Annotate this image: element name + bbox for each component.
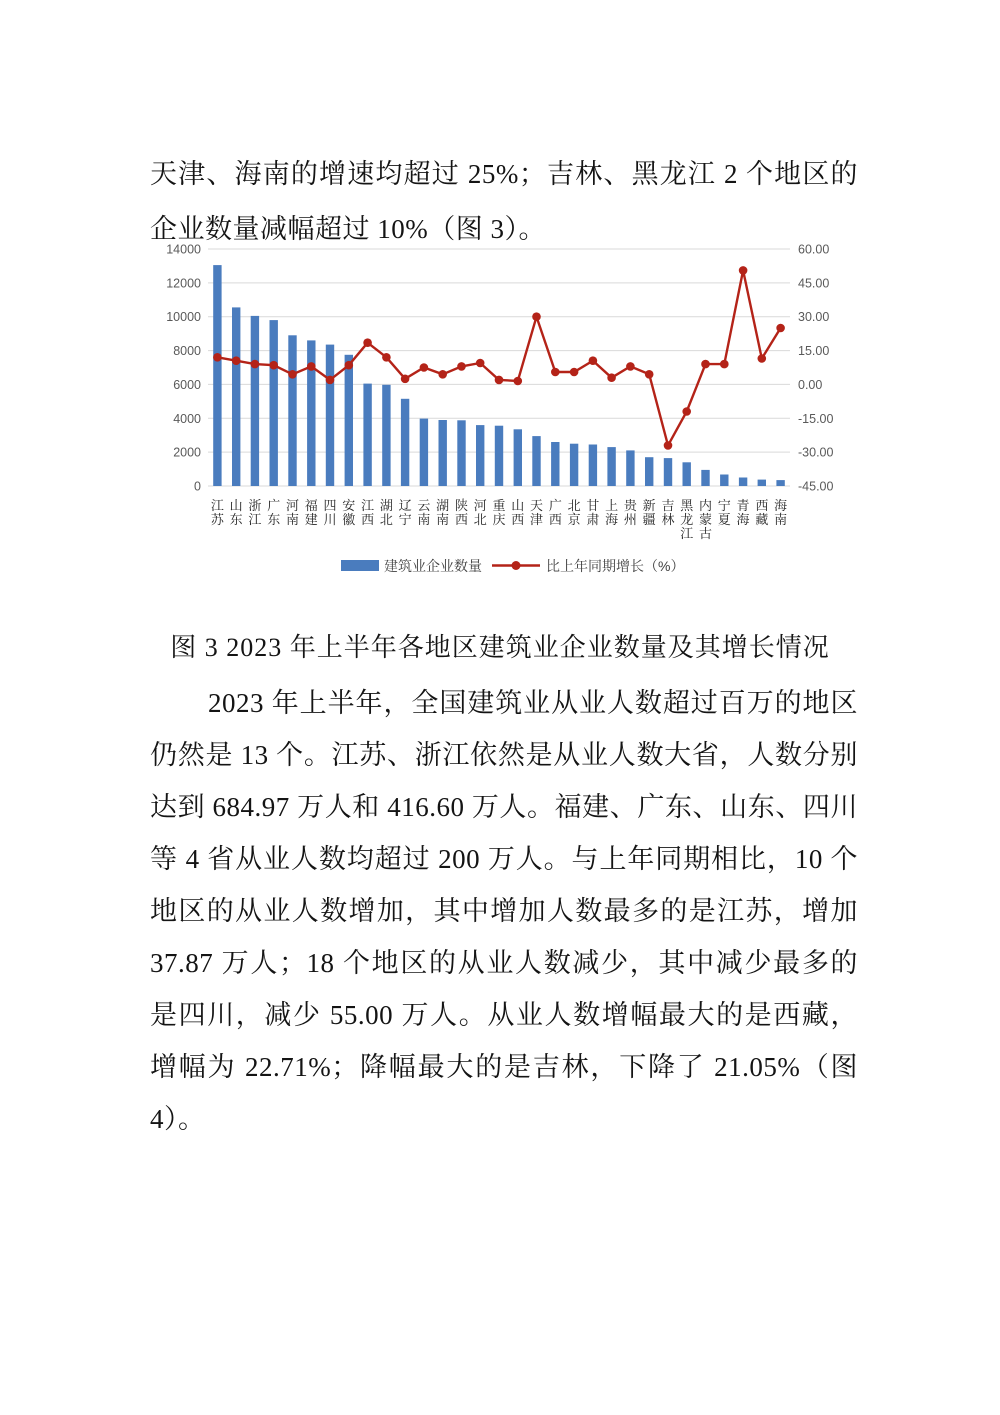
growth-point-黑龙江 xyxy=(682,407,691,416)
growth-point-安徽 xyxy=(345,361,354,370)
growth-point-宁夏 xyxy=(720,360,729,369)
x-tick-label: 北京 xyxy=(567,498,581,527)
y2-tick-label: 30.00 xyxy=(798,310,830,325)
x-tick-label: 山东 xyxy=(229,498,243,527)
bar-黑龙江 xyxy=(683,462,691,486)
growth-point-重庆 xyxy=(495,376,504,385)
growth-point-青海 xyxy=(739,266,748,275)
x-tick-label: 河南 xyxy=(285,498,299,527)
legend-line-label: 比上年同期增长（%） xyxy=(546,558,685,574)
bar-山东 xyxy=(232,307,240,486)
growth-point-广东 xyxy=(269,361,278,370)
figure-3-caption: 图 3 2023 年上半年各地区建筑业企业数量及其增长情况 xyxy=(170,633,830,662)
legend-line-marker xyxy=(512,561,521,570)
y2-tick-label: 45.00 xyxy=(798,276,830,291)
growth-point-吉林 xyxy=(664,441,673,450)
bar-江苏 xyxy=(213,265,221,486)
bar-四川 xyxy=(326,345,334,486)
x-tick-label: 湖北 xyxy=(379,498,393,527)
growth-point-湖北 xyxy=(382,353,391,362)
bar-上海 xyxy=(607,447,615,486)
x-tick-label: 新疆 xyxy=(642,498,656,527)
bar-新疆 xyxy=(645,457,653,486)
y2-tick-label: 15.00 xyxy=(798,344,830,359)
y1-tick-label: 12000 xyxy=(166,276,201,291)
x-tick-label: 浙江 xyxy=(248,498,262,527)
growth-point-内蒙古 xyxy=(701,360,710,369)
x-tick-label: 上海 xyxy=(605,498,619,527)
bar-天津 xyxy=(532,436,540,486)
x-tick-label: 黑龙江 xyxy=(680,498,694,541)
x-tick-label: 西藏 xyxy=(755,498,769,527)
growth-point-山西 xyxy=(514,377,523,386)
growth-point-北京 xyxy=(570,368,579,377)
bar-广东 xyxy=(270,320,278,486)
bar-重庆 xyxy=(495,426,503,486)
growth-point-江苏 xyxy=(213,353,222,362)
bar-海南 xyxy=(776,480,784,486)
x-tick-label: 宁夏 xyxy=(717,498,731,527)
bar-贵州 xyxy=(626,450,634,486)
bar-西藏 xyxy=(758,480,766,486)
figure-3-chart xyxy=(163,236,839,592)
bar-广西 xyxy=(551,442,559,486)
y1-tick-label: 6000 xyxy=(173,377,201,392)
bar-北京 xyxy=(570,444,578,486)
y1-tick-label: 14000 xyxy=(166,242,201,257)
y1-tick-label: 0 xyxy=(194,479,201,494)
growth-point-广西 xyxy=(551,368,560,377)
growth-point-贵州 xyxy=(626,362,635,371)
growth-point-甘肃 xyxy=(589,356,598,365)
x-tick-label: 湖南 xyxy=(436,498,450,527)
x-tick-label: 吉林 xyxy=(661,498,675,527)
growth-point-福建 xyxy=(307,362,316,371)
bar-吉林 xyxy=(664,458,672,486)
growth-point-上海 xyxy=(607,373,616,382)
growth-point-四川 xyxy=(326,376,335,385)
growth-point-江西 xyxy=(363,338,372,347)
y2-tick-label: -15.00 xyxy=(798,411,834,426)
growth-point-山东 xyxy=(232,356,241,365)
x-tick-label: 贵州 xyxy=(623,498,637,527)
x-tick-label: 天津 xyxy=(530,498,544,527)
bar-浙江 xyxy=(251,316,259,486)
x-tick-label: 重庆 xyxy=(492,498,506,527)
growth-rate-line xyxy=(217,270,780,445)
legend-bar-label: 建筑业企业数量 xyxy=(384,558,482,574)
x-tick-label: 广西 xyxy=(548,498,562,527)
bar-宁夏 xyxy=(720,475,728,487)
paragraph-body: 2023 年上半年，全国建筑业从业人数超过百万的地区仍然是 13 个。江苏、浙江依然是从业人数大省，人数分别达到 684.97 万人和 416.60 万人。福建、广东、山东、四川等 4 省从业人数均超过 200 万人。与上年同期相比，10 个地区的从业人数增加，其中增加人数最多的是江苏，增加 37.87 万人；18 个地区的从业人数减少，其中减少最多的是四川，减少 55.00 万人。从业人数增幅最大的是西藏，增幅为 22.71%；降幅最大的是吉林，下降了 21.05%（图 4）。 xyxy=(150,688,858,1134)
enterprise-count-combo-chart xyxy=(163,236,839,592)
x-tick-label: 甘肃 xyxy=(586,498,600,527)
growth-point-新疆 xyxy=(645,370,654,379)
growth-point-湖南 xyxy=(438,370,447,379)
x-tick-label: 福建 xyxy=(304,498,318,527)
growth-point-云南 xyxy=(420,363,429,372)
y1-tick-label: 4000 xyxy=(173,411,201,426)
x-tick-label: 陕西 xyxy=(454,498,468,527)
growth-point-河南 xyxy=(288,370,297,379)
paragraph-intro: 天津、海南的增速均超过 25%；吉林、黑龙江 2 个地区的企业数量减幅超过 10%（图 3）。 xyxy=(150,159,858,244)
y2-tick-label: -30.00 xyxy=(798,445,834,460)
y1-tick-label: 2000 xyxy=(173,445,201,460)
x-tick-label: 江苏 xyxy=(210,498,224,527)
bar-江西 xyxy=(363,384,371,486)
growth-point-浙江 xyxy=(251,360,260,369)
x-tick-label: 辽宁 xyxy=(398,498,412,527)
y1-tick-label: 10000 xyxy=(166,310,201,325)
growth-point-辽宁 xyxy=(401,375,410,384)
y2-tick-label: 60.00 xyxy=(798,242,830,257)
bar-陕西 xyxy=(457,420,465,486)
x-tick-label: 青海 xyxy=(736,498,750,527)
x-tick-label: 广东 xyxy=(267,498,281,527)
growth-point-河北 xyxy=(476,359,485,368)
x-tick-label: 江西 xyxy=(361,498,375,527)
bar-河北 xyxy=(476,425,484,486)
x-tick-label: 山西 xyxy=(511,498,525,527)
x-tick-label: 河北 xyxy=(473,498,487,527)
bar-甘肃 xyxy=(589,445,597,487)
bar-山西 xyxy=(514,429,522,486)
legend-bar-swatch xyxy=(341,560,379,571)
y2-tick-label: 0.00 xyxy=(798,377,823,392)
x-tick-label: 海南 xyxy=(774,498,788,527)
growth-point-西藏 xyxy=(758,354,767,363)
x-tick-label: 云南 xyxy=(417,498,431,527)
x-tick-label: 四川 xyxy=(323,498,337,527)
y1-tick-label: 8000 xyxy=(173,344,201,359)
growth-point-陕西 xyxy=(457,362,466,371)
bar-湖南 xyxy=(439,420,447,486)
bar-内蒙古 xyxy=(701,470,709,486)
y2-tick-label: -45.00 xyxy=(798,479,834,494)
growth-point-天津 xyxy=(532,312,541,321)
growth-point-海南 xyxy=(776,324,785,333)
bar-河南 xyxy=(288,335,296,486)
bar-云南 xyxy=(420,419,428,486)
bar-安徽 xyxy=(345,355,353,486)
bar-湖北 xyxy=(382,385,390,486)
x-tick-label: 内蒙古 xyxy=(699,498,713,541)
x-tick-label: 安徽 xyxy=(342,498,356,527)
bar-青海 xyxy=(739,478,747,487)
bar-辽宁 xyxy=(401,399,409,486)
